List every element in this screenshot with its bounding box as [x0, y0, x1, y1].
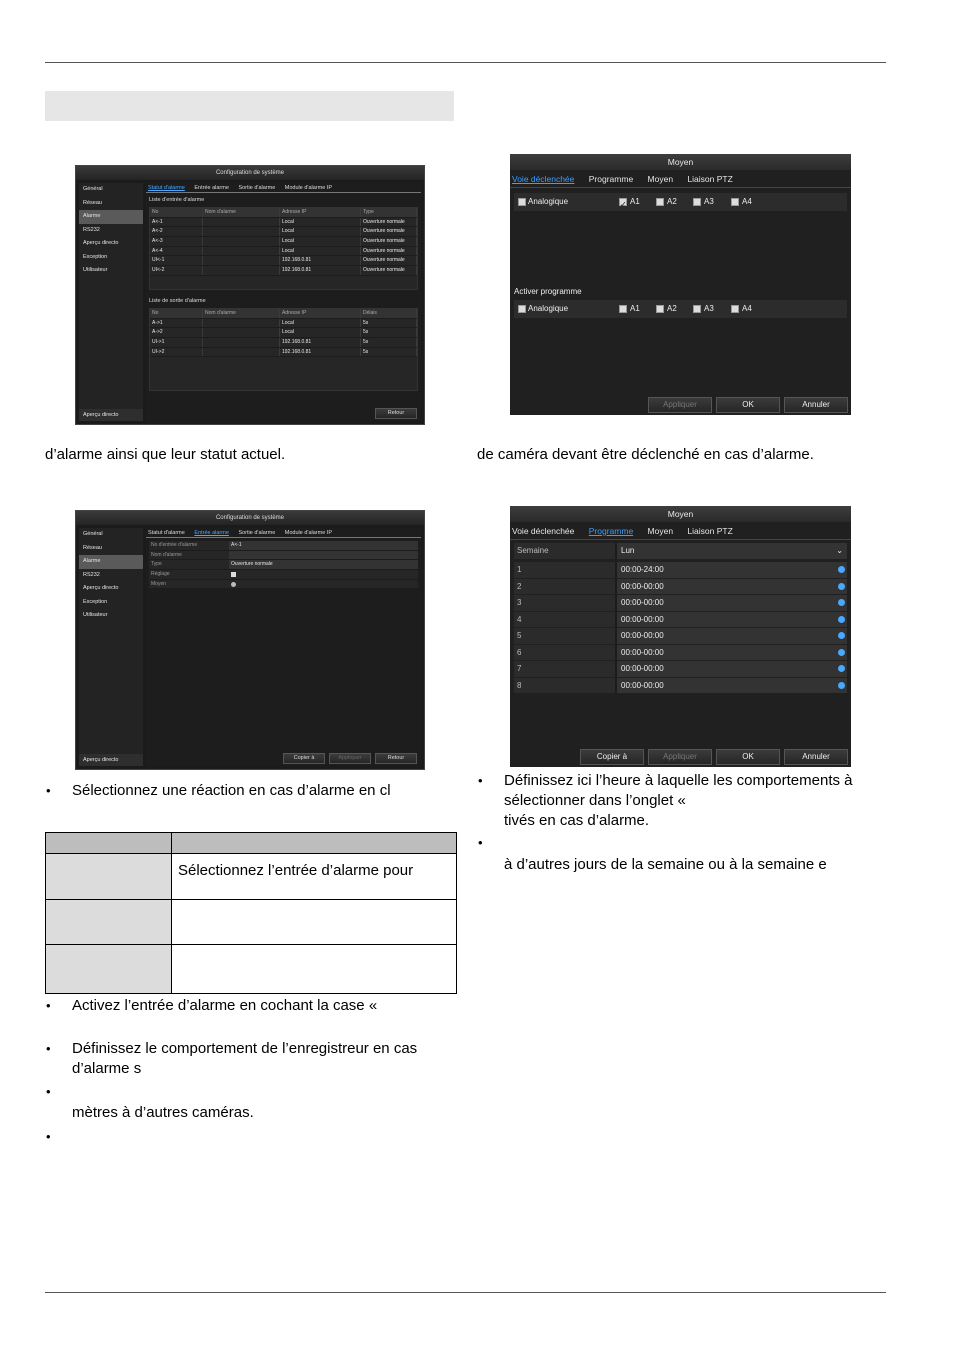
week-select[interactable]: [615, 543, 847, 559]
parameter-table: [45, 832, 457, 994]
tab-bar: [146, 183, 421, 193]
tab-bar: [510, 170, 851, 188]
section-header-bar: [45, 91, 454, 121]
tab-bar: [510, 522, 851, 540]
cell: Ouverture normale: [361, 247, 417, 256]
channel-label: A4: [742, 197, 752, 206]
tab-triggered-channel[interactable]: Voie déclenchée: [512, 526, 575, 536]
tab-schedule[interactable]: Programme: [588, 526, 634, 536]
sidebar-item[interactable]: Aperçu directo: [83, 585, 119, 591]
cell: [203, 218, 280, 227]
tab-ip-alarm-module[interactable]: Module d'alarme IP: [284, 185, 333, 191]
live-view-link[interactable]: Aperçu directo: [79, 409, 143, 421]
tab-schedule[interactable]: Programme: [588, 174, 634, 184]
cancel-button[interactable]: Annuler: [784, 397, 848, 413]
slot-time[interactable]: 00:00-00:00: [615, 678, 847, 694]
table-row[interactable]: [150, 227, 417, 237]
gear-icon[interactable]: [838, 599, 845, 606]
sidebar-item-alarm[interactable]: Alarme: [79, 210, 143, 224]
a2-checkbox[interactable]: [656, 305, 664, 313]
table-header: [150, 309, 417, 319]
bullet-text: Définissez ici l’heure à laquelle les comportements à: [504, 772, 853, 789]
dialog-title: Moyen: [510, 154, 851, 170]
col-header: No: [150, 208, 203, 217]
cell: Local: [280, 328, 361, 337]
a3-checkbox[interactable]: [693, 305, 701, 313]
bottom-rule: [45, 1292, 886, 1293]
bullet-icon: •: [46, 1084, 51, 1099]
schedule-slot: [514, 645, 847, 661]
channel-label: A3: [704, 197, 714, 206]
cell: Ouverture normale: [361, 237, 417, 246]
alarm-input-screenshot: [75, 510, 425, 770]
gear-icon[interactable]: [838, 649, 845, 656]
cell: Ouverture normale: [361, 256, 417, 265]
table-row[interactable]: [150, 266, 417, 276]
sidebar-item[interactable]: Utilisateur: [83, 612, 108, 618]
col-header: Type: [361, 208, 417, 217]
slot-number: 7: [517, 664, 522, 673]
cell: 5s: [361, 338, 417, 347]
tab-alarm-input[interactable]: Entrée alarme: [194, 530, 229, 536]
cell: [203, 256, 280, 265]
tab-alarm-status[interactable]: Statut d'alarme: [148, 185, 185, 191]
tab-alarm-output[interactable]: Sortie d'alarme: [238, 530, 276, 536]
cell: Local: [280, 218, 361, 227]
cell: 5s: [361, 319, 417, 328]
slot-time[interactable]: 00:00-00:00: [615, 645, 847, 661]
analog-label: Analogique: [528, 197, 569, 206]
col-header: Délais: [361, 309, 417, 318]
gear-icon[interactable]: [838, 583, 845, 590]
tab-means[interactable]: Moyen: [647, 526, 674, 536]
cell: A<-3: [150, 237, 203, 246]
tab-triggered-channel[interactable]: Voie déclenchée: [512, 174, 575, 184]
bullet-text: Activez l’entrée d’alarme en cochant la case «: [72, 997, 378, 1014]
dialog-title: Configuration de système: [76, 511, 424, 525]
slot-time[interactable]: 00:00-00:00: [615, 628, 847, 644]
table-row: [46, 854, 457, 900]
gear-icon[interactable]: [838, 566, 845, 573]
cancel-button[interactable]: Annuler: [784, 749, 848, 765]
table-row[interactable]: [150, 218, 417, 228]
alarm-input-select[interactable]: A<-1: [229, 541, 418, 550]
col-header: Adresse IP: [280, 309, 361, 318]
field-label: No d'entrée d'alarme: [151, 542, 198, 548]
triggered-channel-screenshot: [510, 154, 851, 415]
table-cell: Sélectionnez l’entrée d’alarme pour: [172, 854, 457, 900]
cell: 5s: [361, 348, 417, 357]
slot-number: 4: [517, 614, 522, 624]
cell: A<-2: [150, 227, 203, 236]
cell: 5s: [361, 328, 417, 337]
col-header: Nom d'alarme: [203, 208, 280, 217]
channel-label: A4: [742, 304, 752, 313]
dialog-title: Configuration de système: [76, 166, 424, 180]
sidebar-item[interactable]: Exception: [83, 598, 108, 605]
back-button[interactable]: Retour: [375, 408, 417, 419]
means-gear-icon[interactable]: [229, 580, 418, 589]
field-label: Réglage: [151, 571, 170, 578]
a4-checkbox[interactable]: [731, 198, 739, 206]
chevron-down-icon: ⌄: [836, 546, 843, 555]
week-row: [514, 543, 847, 559]
sidebar-item[interactable]: RS232: [83, 226, 100, 233]
bullet-text: Définissez le comportement de l’enregistreur en cas: [72, 1040, 418, 1057]
slot-time[interactable]: 00:00-00:00: [615, 661, 847, 677]
bullet-text: à d’autres jours de la semaine ou à la semaine e: [504, 856, 827, 873]
bullet-text: sélectionner dans l’onglet «: [504, 792, 686, 809]
activate-programme-label: Activer programme: [514, 287, 582, 296]
bullet-icon: •: [46, 1129, 51, 1144]
slot-number: 6: [517, 647, 522, 657]
cell: Local: [280, 247, 361, 256]
bullet-icon: •: [46, 783, 51, 798]
setting-checkbox[interactable]: [229, 570, 418, 579]
cell: [203, 227, 280, 236]
cell: UI->1: [150, 338, 203, 347]
caption-right: de caméra devant être déclenché en cas d’alarme.: [477, 446, 814, 463]
output-table: [149, 308, 418, 391]
table-header: [150, 208, 417, 218]
gear-icon[interactable]: [838, 632, 845, 639]
slot-number: 8: [517, 680, 522, 690]
cell: UI->2: [150, 348, 203, 357]
table-row[interactable]: [150, 328, 417, 338]
cell: A<-4: [150, 247, 203, 256]
analog-row: [514, 193, 847, 211]
ok-button[interactable]: OK: [716, 397, 780, 413]
schedule-screenshot: [510, 506, 851, 767]
sidebar: [79, 183, 143, 421]
main-panel: [146, 528, 421, 766]
sidebar-item[interactable]: Utilisateur: [83, 267, 108, 273]
gear-icon[interactable]: [838, 616, 845, 623]
table-row[interactable]: [150, 256, 417, 266]
bullet-text: d’alarme s: [72, 1060, 142, 1077]
cell: 192.168.0.81: [280, 256, 361, 265]
slot-time[interactable]: 00:00-24:00: [615, 562, 847, 578]
schedule-slot: [514, 595, 847, 611]
sidebar-item[interactable]: Général: [83, 186, 103, 192]
channel-label: A3: [704, 304, 714, 313]
tab-alarm-status[interactable]: Statut d'alarme: [148, 530, 185, 536]
copy-to-button[interactable]: Copier à: [283, 753, 325, 764]
field-label: Moyen: [151, 580, 167, 587]
schedule-slot: [514, 612, 847, 628]
table-row[interactable]: [150, 338, 417, 348]
analog-label: Analogique: [528, 304, 569, 313]
week-label: Semaine: [517, 546, 549, 555]
sidebar: [79, 528, 143, 766]
table-row: [46, 900, 457, 945]
a1-checkbox[interactable]: [619, 198, 627, 206]
analog-checkbox[interactable]: [518, 305, 526, 313]
slot-time[interactable]: 00:00-00:00: [615, 612, 847, 628]
sidebar-item[interactable]: Réseau: [83, 199, 102, 206]
form-row: [149, 560, 418, 570]
schedule-slot: [514, 579, 847, 595]
week-value: Lun: [621, 546, 635, 555]
table-row[interactable]: [150, 247, 417, 257]
cell: Local: [280, 237, 361, 246]
cell: [203, 338, 280, 347]
sidebar-item[interactable]: Exception: [83, 253, 108, 260]
a4-checkbox[interactable]: [731, 305, 739, 313]
caption-left: d’alarme ainsi que leur statut actuel.: [45, 446, 286, 463]
tab-means[interactable]: Moyen: [647, 174, 674, 184]
tab-alarm-input[interactable]: Entrée alarme: [194, 185, 229, 191]
schedule-slot: [514, 678, 847, 694]
tab-alarm-output[interactable]: Sortie d'alarme: [238, 185, 276, 191]
schedule-slot: [514, 628, 847, 644]
cell: A<-1: [150, 218, 203, 227]
cell: 192.168.0.81: [280, 348, 361, 357]
channel-label: A1: [630, 304, 640, 313]
sidebar-item[interactable]: Aperçu directo: [83, 240, 119, 246]
apply-button[interactable]: Appliquer: [648, 397, 712, 413]
cell: [203, 247, 280, 256]
cell: Ouverture normale: [361, 266, 417, 275]
col-header: Adresse IP: [280, 208, 361, 217]
schedule-slot: [514, 562, 847, 578]
table-row[interactable]: [150, 319, 417, 329]
channel-label: A2: [667, 304, 677, 313]
slot-number: 3: [517, 598, 522, 607]
type-select[interactable]: Ouverture normale: [229, 560, 418, 569]
cell: UI<-2: [150, 266, 203, 275]
cell: [203, 348, 280, 357]
top-rule: [45, 62, 886, 63]
col-header: Nom d'alarme: [203, 309, 280, 318]
table-header-row: [46, 833, 457, 854]
output-list-title: Liste de sortie d'alarme: [149, 298, 206, 304]
tab-ptz-link[interactable]: Liaison PTZ: [687, 526, 733, 536]
copy-to-button[interactable]: Copier à: [580, 749, 644, 765]
back-button[interactable]: Retour: [375, 753, 417, 764]
apply-button[interactable]: Appliquer: [329, 753, 371, 764]
cell: Ouverture normale: [361, 227, 417, 236]
ok-button[interactable]: OK: [716, 749, 780, 765]
a3-checkbox[interactable]: [693, 198, 701, 206]
alarm-name-input[interactable]: [229, 551, 418, 560]
tab-bar: [146, 528, 421, 538]
form-row: [149, 551, 418, 561]
form-row: [149, 570, 418, 580]
slot-time[interactable]: 00:00-00:00: [615, 579, 847, 595]
bullet-icon: •: [46, 998, 51, 1013]
tab-ptz-link[interactable]: Liaison PTZ: [687, 174, 733, 184]
bullet-text: tivés en cas d’alarme.: [504, 812, 650, 829]
bullet-icon: •: [46, 1041, 51, 1056]
analog-checkbox[interactable]: [518, 198, 526, 206]
field-label: Nom d'alarme: [151, 551, 182, 558]
live-view-link[interactable]: Aperçu directo: [79, 754, 143, 766]
cell: UI<-1: [150, 256, 203, 265]
channel-label: A1: [630, 197, 640, 206]
table-row: [46, 945, 457, 994]
channel-label: A2: [667, 197, 677, 206]
slot-number: 1: [517, 565, 522, 574]
sidebar-item[interactable]: RS232: [83, 571, 100, 578]
dialog-title: Moyen: [510, 506, 851, 522]
cell: [203, 237, 280, 246]
col-header: No: [150, 309, 203, 318]
form-row: [149, 541, 418, 551]
input-form: [149, 541, 418, 589]
a1-checkbox[interactable]: [619, 305, 627, 313]
slot-number: 2: [517, 581, 522, 591]
field-label: Type: [151, 561, 162, 568]
input-list-title: Liste d'entrée d'alarme: [149, 197, 205, 203]
alarm-status-screenshot: [75, 165, 425, 425]
sidebar-item[interactable]: Réseau: [83, 544, 102, 551]
table-row[interactable]: [150, 237, 417, 247]
main-panel: [146, 183, 421, 421]
tab-ip-alarm-module[interactable]: Module d'alarme IP: [284, 530, 333, 536]
cell: [203, 319, 280, 328]
cell: Ouverture normale: [361, 218, 417, 227]
bullet-icon: •: [478, 773, 483, 788]
slot-time[interactable]: 00:00-00:00: [615, 595, 847, 611]
cell: Local: [280, 319, 361, 328]
gear-icon[interactable]: [838, 682, 845, 689]
cell: A->2: [150, 328, 203, 337]
bullet-icon: •: [478, 835, 483, 850]
a2-checkbox[interactable]: [656, 198, 664, 206]
bullet-text: Sélectionnez une réaction en cas d’alarme en cl: [72, 782, 391, 799]
sidebar-item[interactable]: Général: [83, 531, 103, 537]
gear-icon[interactable]: [838, 665, 845, 672]
cell: 192.168.0.81: [280, 266, 361, 275]
cell: Local: [280, 227, 361, 236]
cell: [203, 328, 280, 337]
cell: [203, 266, 280, 275]
sidebar-item-alarm[interactable]: Alarme: [79, 555, 143, 569]
schedule-slot: [514, 661, 847, 677]
apply-button[interactable]: Appliquer: [648, 749, 712, 765]
activate-row: [514, 300, 847, 318]
bullet-text: mètres à d’autres caméras.: [72, 1104, 254, 1121]
cell: A->1: [150, 319, 203, 328]
form-row: [149, 580, 418, 590]
slot-number: 5: [517, 631, 522, 640]
table-row[interactable]: [150, 348, 417, 358]
input-table: [149, 207, 418, 290]
cell: 192.168.0.81: [280, 338, 361, 347]
